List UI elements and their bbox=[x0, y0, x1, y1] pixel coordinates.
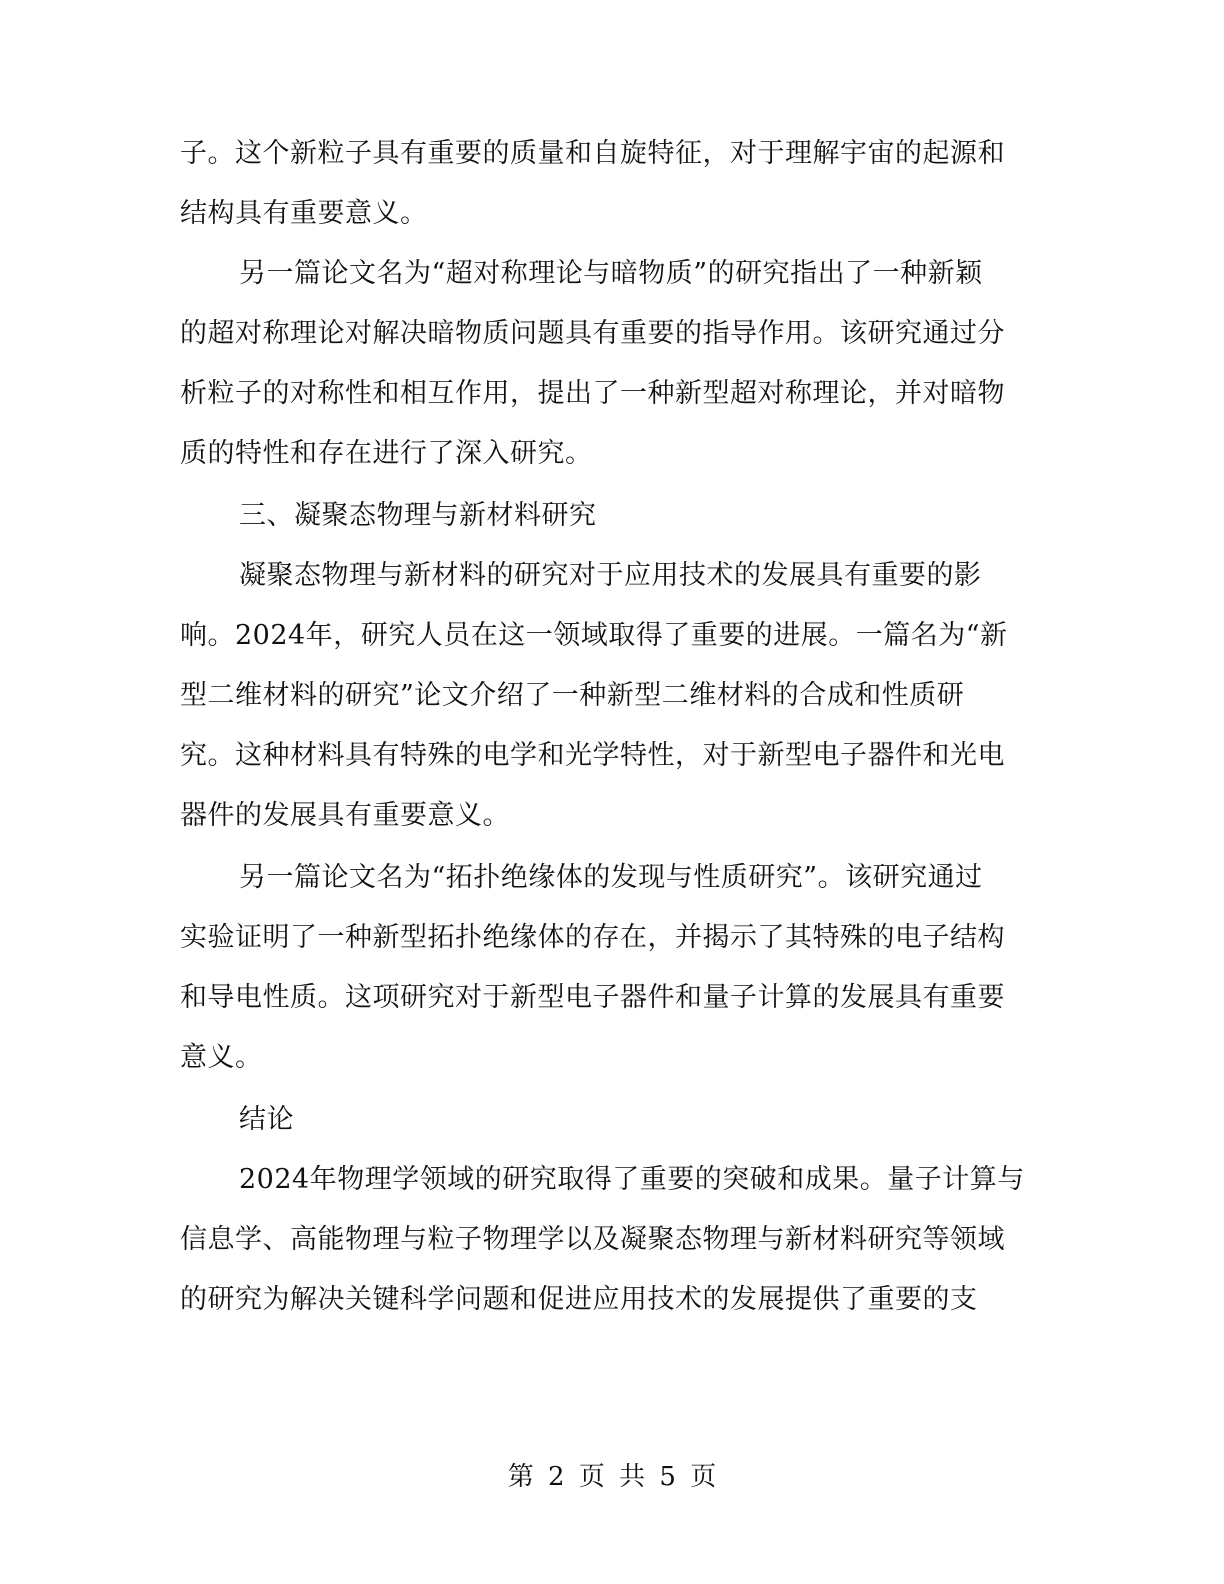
paragraph-first-line: 另一篇论文名为“拓扑绝缘体的发现与性质研究”。该研究通过 bbox=[239, 862, 983, 893]
text-line: 子。这个新粒子具有重要的质量和自旋特征，对于理解宇宙的起源和 bbox=[180, 138, 1005, 169]
text-line: 信息学、高能物理与粒子物理学以及凝聚态物理与新材料研究等领域 bbox=[180, 1224, 1005, 1255]
section-heading: 三、凝聚态物理与新材料研究 bbox=[239, 500, 597, 531]
text-line: 实验证明了一种新型拓扑绝缘体的存在，并揭示了其特殊的电子结构 bbox=[180, 922, 1005, 953]
text-line: 意义。 bbox=[180, 1042, 263, 1073]
text-line: 型二维材料的研究”论文介绍了一种新型二维材料的合成和性质研 bbox=[180, 680, 965, 711]
paragraph-first-line: 凝聚态物理与新材料的研究对于应用技术的发展具有重要的影 bbox=[239, 560, 982, 591]
text-line: 器件的发展具有重要意义。 bbox=[180, 800, 510, 831]
text-line: 和导电性质。这项研究对于新型电子器件和量子计算的发展具有重要 bbox=[180, 982, 1005, 1013]
section-heading: 结论 bbox=[239, 1104, 294, 1135]
text-line: 的研究为解决关键科学问题和促进应用技术的发展提供了重要的支 bbox=[180, 1284, 978, 1315]
text-line: 析粒子的对称性和相互作用，提出了一种新型超对称理论，并对暗物 bbox=[180, 378, 1005, 409]
text-line: 的超对称理论对解决暗物质问题具有重要的指导作用。该研究通过分 bbox=[180, 318, 1005, 349]
page-number-footer: 第 2 页 共 5 页 bbox=[507, 1462, 717, 1492]
text-line: 响。2024年，研究人员在这一领域取得了重要的进展。一篇名为“新 bbox=[180, 620, 1008, 651]
text-line: 究。这种材料具有特殊的电学和光学特性，对于新型电子器件和光电 bbox=[180, 740, 1005, 771]
paragraph-first-line: 另一篇论文名为“超对称理论与暗物质”的研究指出了一种新颖 bbox=[239, 258, 983, 289]
text-line: 结构具有重要意义。 bbox=[180, 198, 428, 229]
text-line: 质的特性和存在进行了深入研究。 bbox=[180, 438, 593, 469]
paragraph-first-line: 2024年物理学领域的研究取得了重要的突破和成果。量子计算与 bbox=[239, 1164, 1025, 1195]
